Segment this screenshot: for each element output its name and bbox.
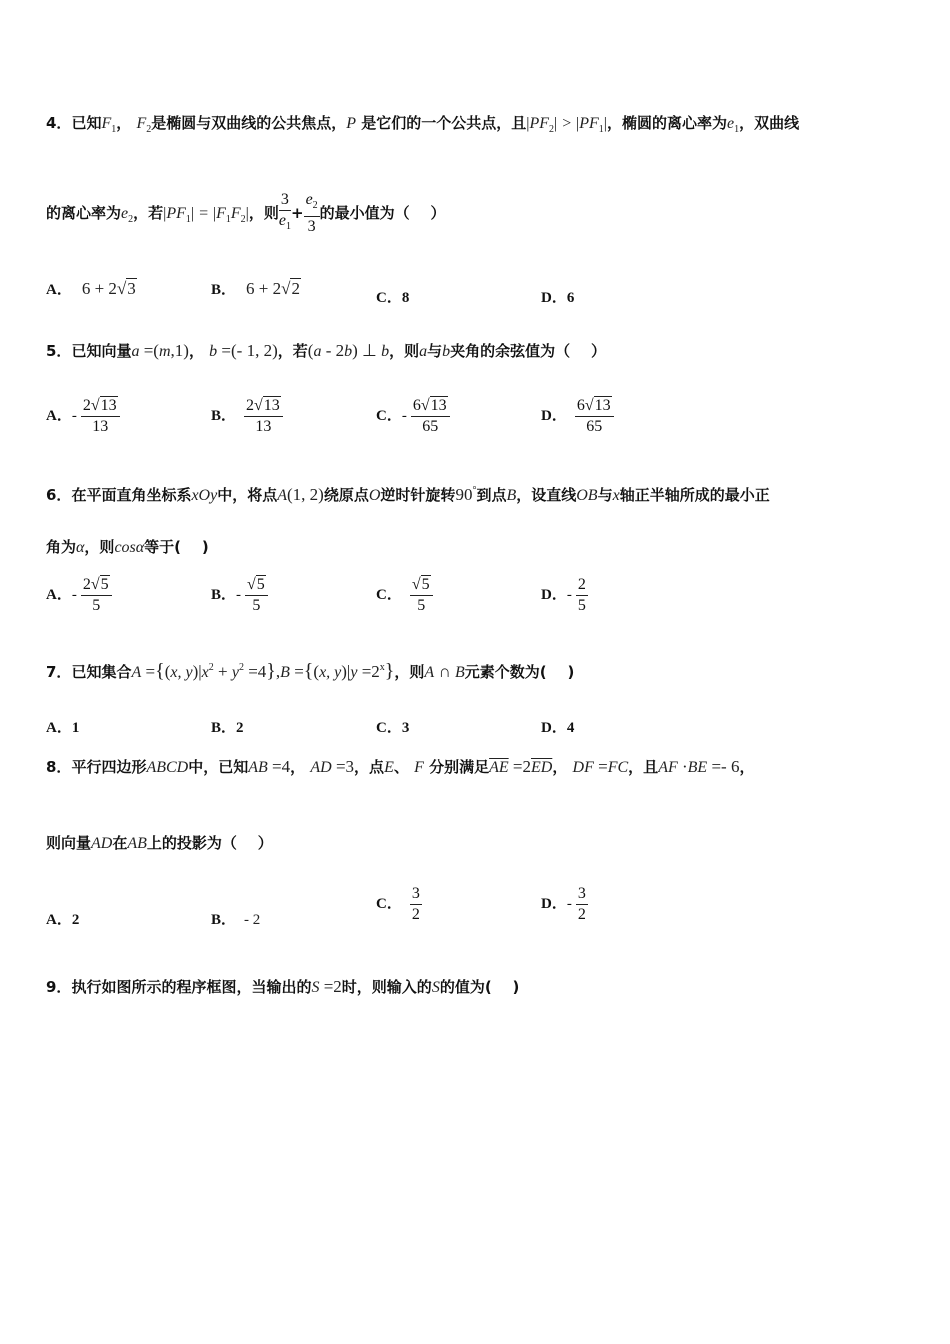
- q8-option-b[interactable]: B． - 2: [211, 912, 261, 928]
- q7-option-a[interactable]: A．1: [46, 720, 80, 736]
- q6-option-a[interactable]: A．- $\frac{2√5}{5}$: [46, 575, 112, 616]
- question-6-line-2: 角为α，则cosα等于( ): [46, 538, 209, 556]
- question-4-line-1: 4．已知$F_1$， $F_2$是椭圆与双曲线的公共焦点，P 是它们的一个公共点，且$|PF_2| > |PF_1|$，椭圆的离心率为$e_1$，双曲线: [46, 114, 800, 135]
- q8-option-a[interactable]: A．2: [46, 912, 80, 928]
- question-8-line-2: 则向量AD在AB上的投影为（ ）: [46, 834, 273, 852]
- q6-option-d[interactable]: D．- $\frac{2}{5}$: [541, 576, 586, 614]
- q7-option-c[interactable]: C．3: [376, 720, 410, 736]
- q7-option-d[interactable]: D．4: [541, 720, 575, 736]
- q6-option-c[interactable]: C． $\frac{√5}{5}$: [376, 575, 433, 616]
- question-8-line-1: 8．平行四边形ABCD中，已知AB =4， AD =3，点E、 F 分别满足$\overline{AE} =2\overline{ED}$， DF =FC，且AF ·BE =- 6，: [46, 757, 755, 776]
- q7-option-b[interactable]: B．2: [211, 720, 244, 736]
- question-6-line-1: 6．在平面直角坐标系xOy中，将点A(1, 2)绕原点O逆时针旋转90°到点B，设直线OB与x轴正半轴所成的最小正: [46, 485, 770, 504]
- question-4-line-2: 的离心率为$e_2$，若$|PF_1| = |F_1F_2|$，则 $\frac{3}{e_1}$ + $\frac{e_2}{3}$ 的最小值为（ ）: [46, 191, 446, 235]
- q4-option-d[interactable]: D．6: [541, 290, 575, 306]
- q4-option-a[interactable]: A． 6 + 2√3: [46, 279, 136, 298]
- question-5-line-1: 5．已知向量a =(m,1)， b =(- 1, 2)，若(a - 2b) ⊥ b，则a与b夹角的余弦值为（ ）: [46, 341, 607, 360]
- question-7-line-1: 7．已知集合A ={(x, $y)|x^2 + y^2 =4\},B =\{(x$, $y)|y =2^x$}，则A ∩ B元素个数为( ): [46, 660, 575, 682]
- q5-option-c[interactable]: C．- $\frac{6√13}{65}$: [376, 396, 450, 437]
- q4-option-b[interactable]: B． 6 + 2√2: [211, 279, 300, 298]
- q8-option-d[interactable]: D．- $\frac{3}{2}$: [541, 885, 586, 923]
- q5-option-b[interactable]: B． $\frac{2√13}{13}$: [211, 396, 283, 437]
- q8-option-c[interactable]: C． $\frac{3}{2}$: [376, 885, 420, 923]
- q4-option-c[interactable]: C．8: [376, 290, 410, 306]
- q5-option-a[interactable]: A．- $\frac{2√13}{13}$: [46, 396, 120, 437]
- question-9-line-1: 9．执行如图所示的程序框图，当输出的S =2时，则输入的S的值为( ): [46, 977, 520, 996]
- q5-option-d[interactable]: D． $\frac{6√13}{65}$: [541, 396, 614, 437]
- q6-option-b[interactable]: B．- $\frac{√5}{5}$: [211, 575, 268, 616]
